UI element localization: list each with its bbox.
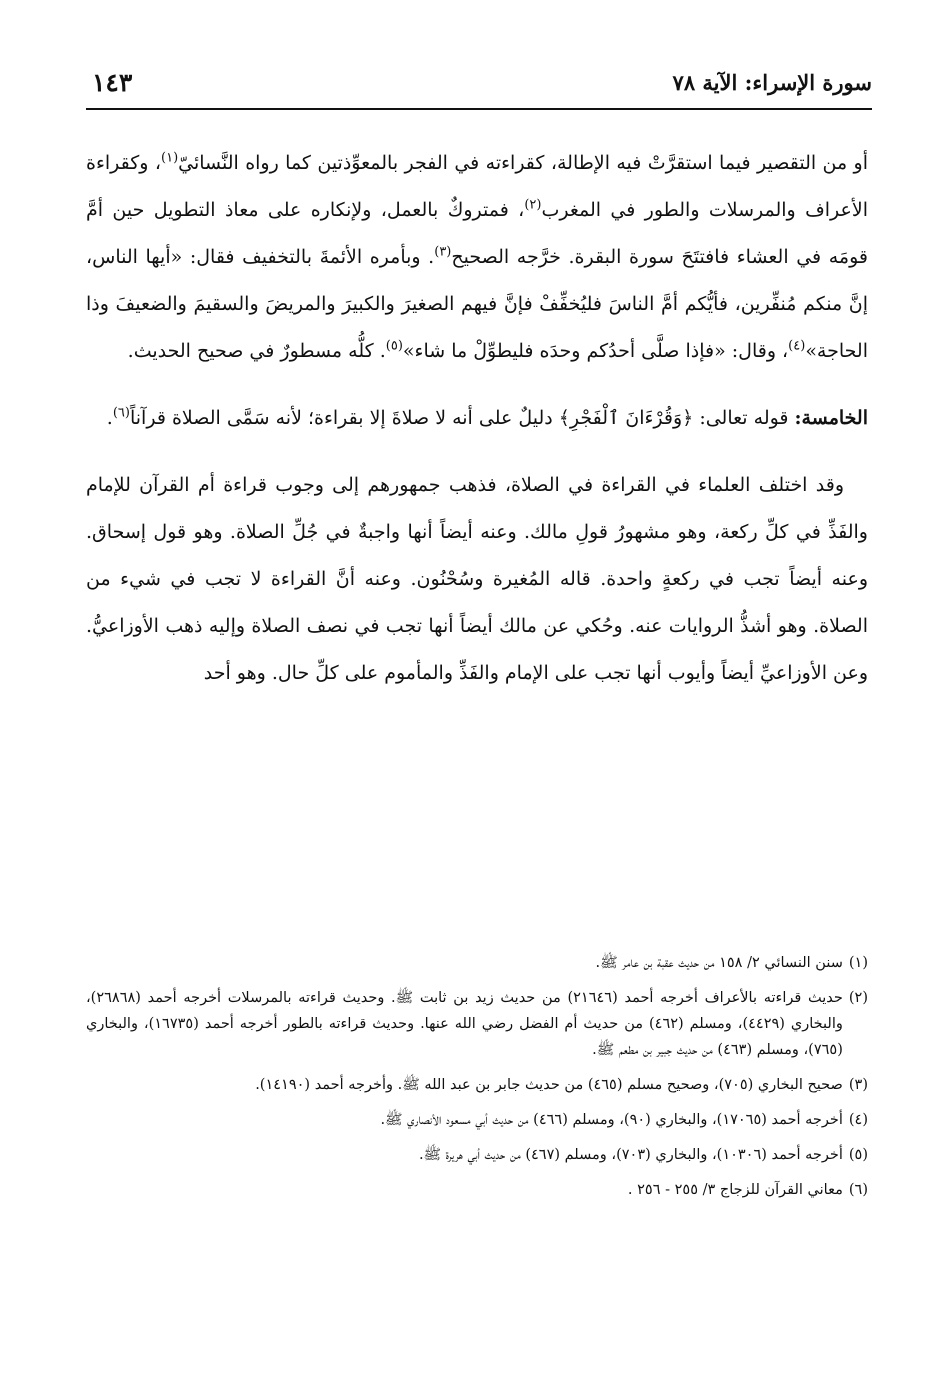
footnote-text: سنن النسائي ٢/ ١٥٨ من حديث عقبة بن عامر ﷺ. [595,955,843,971]
footnote-text: أخرجه أحمد (١٧٠٦٥)، والبخاري (٩٠)، ومسلم (٤٦٦) من حديث أبي مسعود الأنصاري ﷺ. [380,1112,843,1128]
paragraph-1 [86,140,868,375]
text-run: أو من التقصير فيما استقرَّتْ فيه الإطالة، كقراءته في الفجر بالمعوِّذتين كما رواه النَّسائيّ [178,152,868,174]
footnote-ref-5: (٥) [385,338,403,354]
footnote-ref-6: (٦) [112,405,130,421]
footnote [86,1107,868,1133]
text-run: ، وكقراءة الأعراف والمرسلات والطور في المغرب [86,152,868,221]
running-title: سورة الإسراء: الآية ٧٨ [672,70,872,95]
text-run: . كلُّه مسطورٌ في صحيح الحديث. [127,340,386,362]
footnote [86,1177,868,1203]
footnote [86,1072,868,1098]
section-lead: الخامسة: [794,407,868,429]
footnote-number: (٦) [848,1182,868,1198]
footnote-text: معاني القرآن للزجاج ٣/ ٢٥٥ - ٢٥٦ . [627,1182,843,1198]
main-text [86,140,868,697]
text-run: قوله تعالى: ﴿وَقُرْءَانَ ٱلْفَجْرِ﴾ دليلٌ على أنه لا صلاةَ إلا بقراءة؛ لأنه سَمَّى الصلاة قرآناً [129,407,795,429]
text-run: . وبأمره الأئمةَ بالتخفيف فقال: «أيها الناس، إنَّ منكم مُنفِّرين، فأيُّكم أمَّ الناسَ فليُخفِّفْ فإنَّ فيهم الصغيرَ والكبيرَ والمريضَ والسقيمَ والضعيفَ وذا الحاجة» [86,246,868,362]
footnote [86,1142,868,1168]
footnotes [86,950,868,1212]
footnote-text: صحيح البخاري (٧٠٥)، وصحيح مسلم (٤٦٥) من حديث جابر بن عبد الله ﷺ. وأخرجه أحمد (١٤١٩٠). [255,1077,843,1093]
text-run: ، وقال: «فإذا صلَّى أحدُكم وحدَه فليطوِّلْ ما شاء» [402,340,789,362]
footnote-number: (٢) [848,990,868,1006]
footnote [86,950,868,976]
footnote-number: (٣) [848,1077,868,1093]
footnote-ref-2: (٢) [524,197,542,213]
footnote-text: أخرجه أحمد (١٠٣٠٦)، والبخاري (٧٠٣)، ومسلم (٤٦٧) من حديث أبي هريرة ﷺ. [418,1147,843,1163]
text-run: . [106,407,113,429]
page-number: ١٤٣ [92,68,133,97]
text-run: ، فمتروكٌ بالعمل، ولإنكاره على معاذ التطويل حين أمَّ قومَه في العشاء فافتتَحَ سورة البقرة. خرَّجه الصحيح [86,199,868,268]
footnote-number: (١) [848,955,868,971]
paragraph-2 [86,395,868,442]
footnote [86,985,868,1063]
paragraph-3: وقد اختلف العلماء في القراءة في الصلاة، فذهب جمهورهم إلى وجوب قراءة أم القرآن للإمام والفَذِّ في كلِّ ركعة، وهو مشهورُ قولِ مالك. وعنه أيضاً أنها واجبةٌ في جُلِّ الصلاة. وهو قول إسحاق. وعنه أيضاً تجب في ركعةٍ واحدة. قاله المُغيرة وسُحْنُون. وعنه أنَّ القراءة لا تجب في شيء من الصلاة. وهو أشذُّ الروايات عنه. وحُكي عن مالك أيضاً أنها تجب في نصف الصلاة وإليه ذهب الأوزاعيُّ. وعن الأوزاعيِّ أيضاً وأيوب أنها تجب على الإمام والفَذِّ والمأموم على كلِّ حال. وهو أحد [86,474,868,684]
footnote-number: (٤) [848,1112,868,1128]
footnote-ref-3: (٣) [434,244,452,260]
page-header [86,66,872,110]
footnote-ref-4: (٤) [788,338,806,354]
footnote-text: حديث قراءته بالأعراف أخرجه أحمد (٢١٦٤٦) من حديث زيد بن ثابت ﷺ. وحديث قراءته بالمرسلات أخرجه أحمد (٢٦٨٦٨)، والبخاري (٤٤٢٩)، ومسلم (٤٦٢) من حديث أم الفضل رضي الله عنها. وحديث قراءته بالطور أخرجه أحمد (١٦٧٣٥)، والبخاري (٧٦٥)، ومسلم (٤٦٣) من حديث جبير بن مطعم ﷺ. [86,990,843,1058]
footnote-ref-1: (١) [161,150,179,166]
footnote-number: (٥) [848,1147,868,1163]
